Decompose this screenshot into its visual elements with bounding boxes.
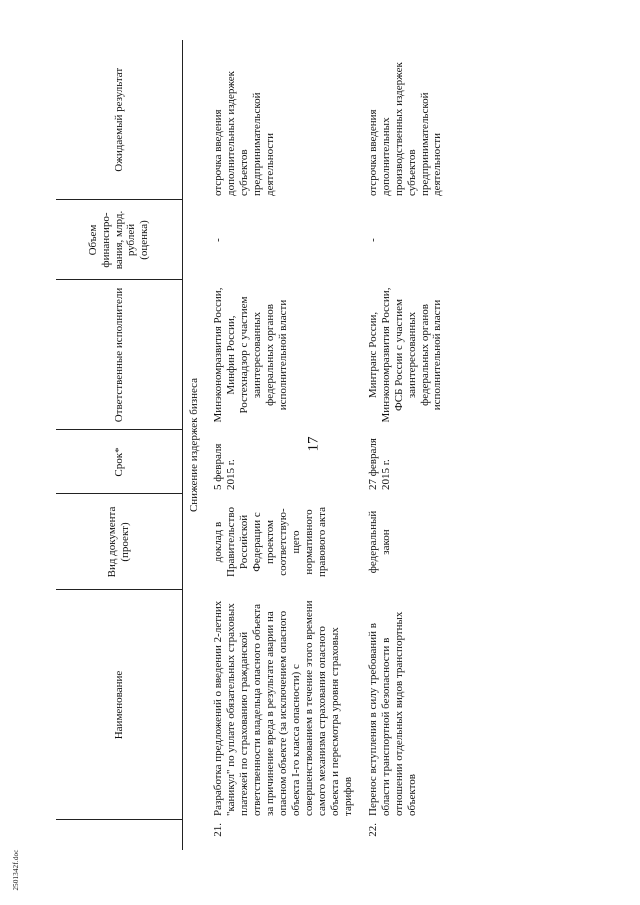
table-header-row	[56, 40, 183, 850]
section-title: Снижение издержек бизнеса	[188, 377, 200, 513]
row-number: 21.	[211, 823, 224, 837]
header-cell-result: Ожидаемый результат	[56, 40, 183, 200]
row-funding: -	[366, 238, 379, 242]
section-header-row	[183, 40, 210, 850]
row-deadline: 27 февраля 2015 г.	[366, 438, 392, 490]
row-doc-type: федеральный закон	[366, 510, 392, 574]
row-funding: -	[211, 238, 224, 242]
page-number: 17	[305, 436, 322, 452]
header-cell-funding: Объем финансиро- вания, млрд. рублей (оценка)	[56, 200, 183, 280]
rotated-table-area	[56, 40, 576, 850]
document-code: 2501342f.doc	[12, 849, 20, 891]
row-doc-type: доклад в Правительство Российской Федерации с проектом соответствую-щего нормативного правового акта	[211, 507, 328, 577]
row-executors: Минтранс России, Минэкономразвития России, ФСБ России с участием заинтересованных федеральных органов исполнительной власти	[366, 287, 444, 423]
row-name: Перенос вступления в силу требований в области транспортной безопасности в отношении отдельных видов транспортных объектов	[366, 611, 418, 816]
header-cell-deadline: Срок*	[56, 430, 183, 494]
row-result: отсрочка введения дополнительных производственных издержек субъектов предпринимательской деятельности	[366, 62, 444, 196]
measures-table	[56, 40, 454, 850]
row-result: отсрочка введения дополнительных издержек субъектов предпринимательской деятельности	[211, 70, 276, 196]
header-cell-name: Наименование	[56, 590, 183, 820]
header-cell-executors: Ответственные исполнители	[56, 280, 183, 430]
row-number: 22.	[366, 823, 379, 837]
header-cell-doc-type: Вид документа (проект)	[56, 494, 183, 590]
table-row	[210, 40, 365, 850]
header-cell-num	[56, 820, 183, 850]
table-row	[365, 40, 455, 850]
rotated-content	[56, 40, 576, 850]
row-executors: Минэкономразвития России, Минфин России, Ростехнадзор с участием заинтересованных федеральных органов исполнительной власти	[211, 287, 289, 423]
row-name: Разработка предложений о введении 2-летних "каникул" по уплате обязательных страховых платежей по страхованию гражданской ответственности владельца опасного объекта за причинение вреда в результате аварии на опасном объекте (за исключением опасного объекта I-го класса опасности) с совершенствованием в течение этого времени самого механизма страхования опасного объекта и пересмотра уровня страховых тарифов	[211, 600, 354, 816]
row-deadline: 5 февраля 2015 г.	[211, 443, 237, 490]
